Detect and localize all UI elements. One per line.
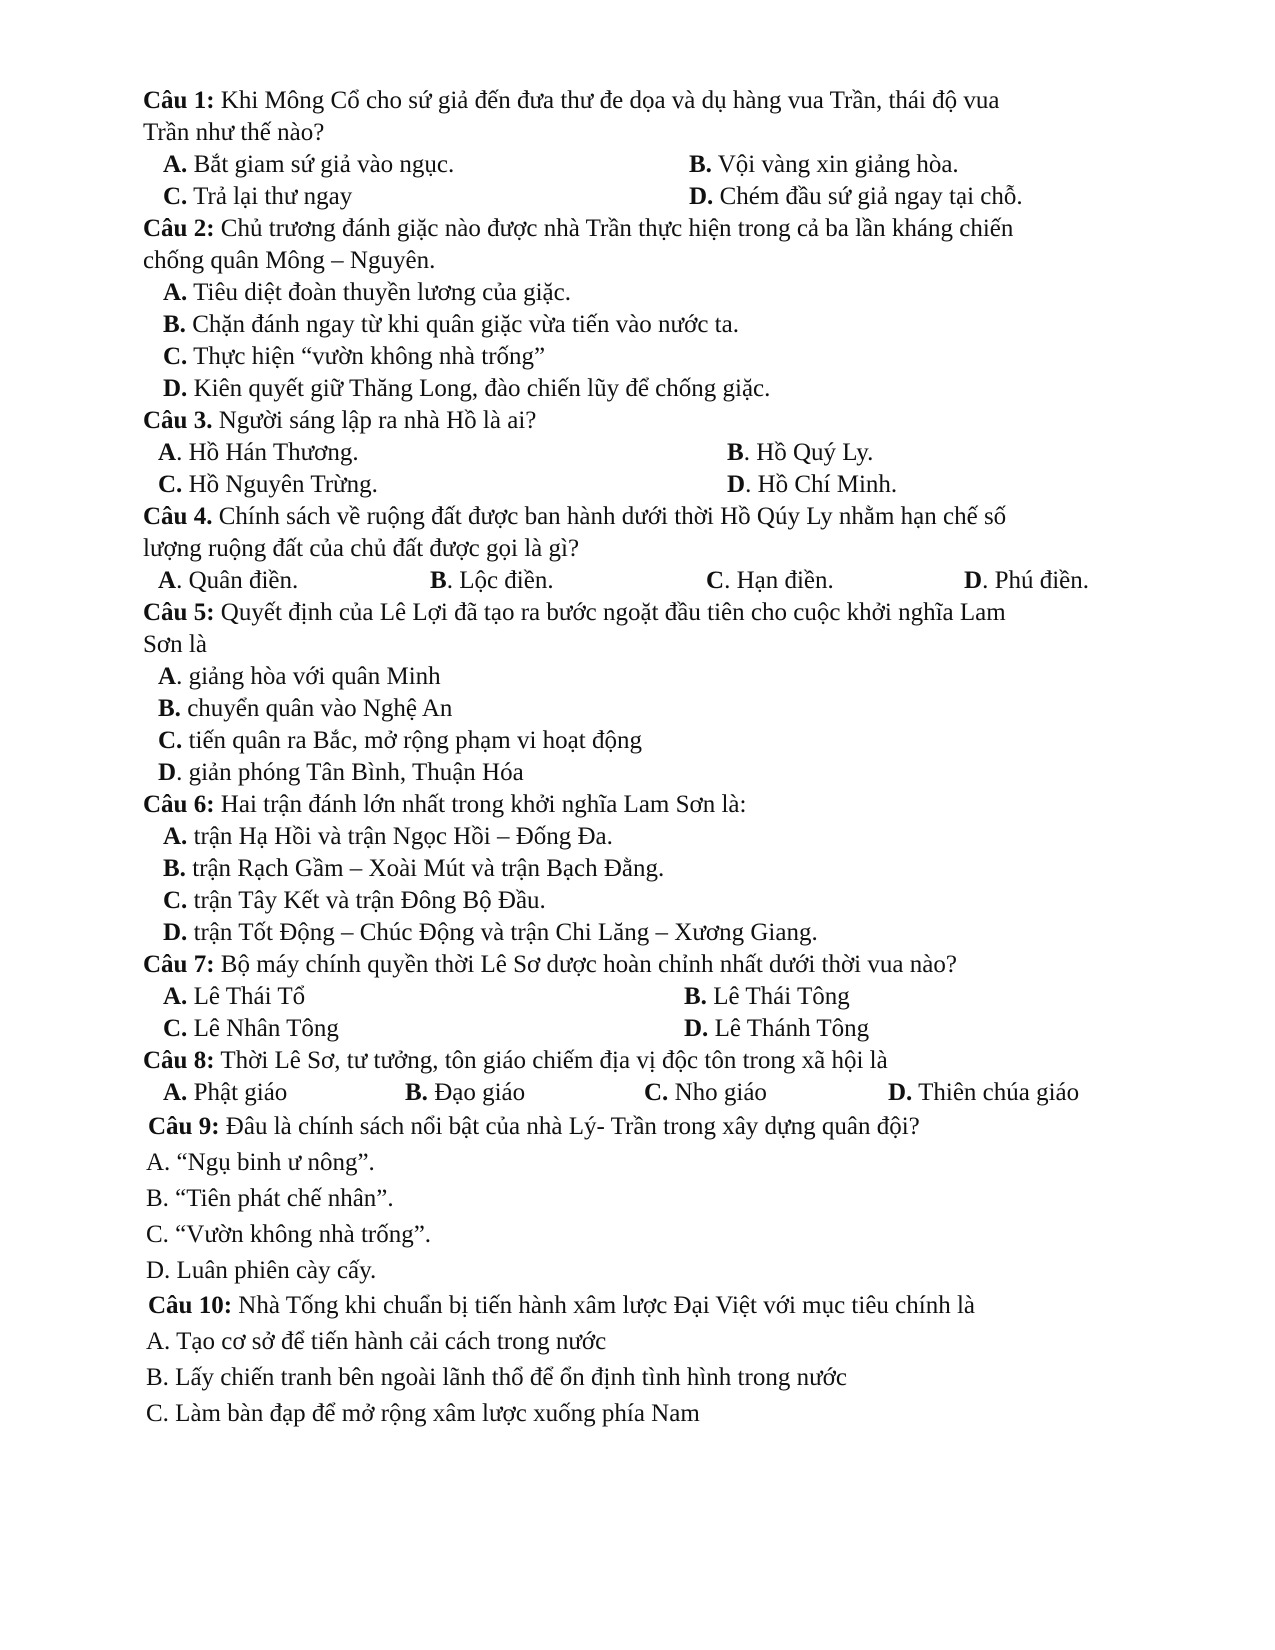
- question-text: Chính sách về ruộng đất được ban hành dưới thời Hồ Qúy Ly nhằm hạn chế số: [212, 503, 1007, 530]
- q9-option-d: D. Luân phiên cày cấy.: [146, 1257, 377, 1284]
- question-text: Thời Lê Sơ, tư tưởng, tôn giáo chiếm địa vị độc tôn trong xã hội là: [214, 1047, 888, 1074]
- question-label: Câu 10:: [148, 1292, 233, 1319]
- q5-option-b: B. chuyển quân vào Nghệ An: [158, 695, 453, 722]
- q4-option-c: C. Hạn điền.: [706, 567, 834, 594]
- q10-option-b: B. Lấy chiến tranh bên ngoài lãnh thổ để ổn định tình hình trong nước: [146, 1364, 847, 1391]
- question-3: [143, 406, 536, 436]
- q7-option-a: A. Lê Thái Tổ: [163, 983, 306, 1010]
- q3-option-c: C. Hồ Nguyên Trừng.: [158, 471, 378, 498]
- question-5-cont: Sơn là: [143, 631, 207, 658]
- q9-option-b: B. “Tiên phát chế nhân”.: [146, 1185, 394, 1212]
- q8-option-b: B. Đạo giáo: [405, 1079, 526, 1106]
- q1-option-d: D. Chém đầu sứ giả ngay tại chỗ.: [689, 183, 1023, 210]
- question-text: Hai trận đánh lớn nhất trong khởi nghĩa Lam Sơn là:: [214, 791, 747, 818]
- question-2-cont: chống quân Mông – Nguyên.: [143, 247, 436, 274]
- q6-option-d: D. trận Tốt Động – Chúc Động và trận Chi Lăng – Xương Giang.: [163, 919, 818, 946]
- q1-option-a: A. Bắt giam sứ giả vào ngục.: [163, 151, 455, 178]
- question-text: Khi Mông Cổ cho sứ giả đến đưa thư đe dọa và dụ hàng vua Trần, thái độ vua: [214, 87, 1000, 114]
- q8-option-a: A. Phật giáo: [163, 1079, 288, 1106]
- q2-option-c: C. Thực hiện “vườn không nhà trống”: [163, 343, 546, 370]
- question-label: Câu 7:: [143, 951, 215, 978]
- q5-option-a: A. giảng hòa với quân Minh: [158, 663, 441, 690]
- question-5: [143, 598, 1006, 628]
- question-text: Chủ trương đánh giặc nào được nhà Trần thực hiện trong cả ba lần kháng chiến: [214, 215, 1014, 242]
- q6-option-a: A. trận Hạ Hồi và trận Ngọc Hồi – Đống Đa.: [163, 823, 613, 850]
- question-text: Quyết định của Lê Lợi đã tạo ra bước ngoặt đầu tiên cho cuộc khởi nghĩa Lam: [214, 599, 1006, 626]
- q9-option-c: C. “Vườn không nhà trống”.: [146, 1221, 432, 1248]
- question-8: [143, 1046, 888, 1076]
- question-label: Câu 6:: [143, 791, 215, 818]
- q5-option-c: C. tiến quân ra Bắc, mở rộng phạm vi hoạt động: [158, 727, 642, 754]
- question-6: [143, 790, 746, 820]
- q7-option-d: D. Lê Thánh Tông: [684, 1015, 870, 1042]
- q4-option-d: D. Phú điền.: [964, 567, 1090, 594]
- question-4-cont: lượng ruộng đất của chủ đất được gọi là gì?: [143, 535, 580, 562]
- question-10: [148, 1291, 975, 1321]
- question-text: Nhà Tống khi chuẩn bị tiến hành xâm lược Đại Việt với mục tiêu chính là: [232, 1292, 976, 1319]
- question-label: Câu 9:: [148, 1113, 220, 1140]
- q4-option-a: A. Quân điền.: [158, 567, 299, 594]
- q3-option-a: A. Hồ Hán Thương.: [158, 439, 359, 466]
- q10-option-a: A. Tạo cơ sở để tiến hành cải cách trong nước: [146, 1328, 607, 1355]
- question-label: Câu 3.: [143, 407, 213, 434]
- question-4: [143, 502, 1006, 532]
- question-9: [148, 1112, 920, 1142]
- question-label: Câu 2:: [143, 215, 215, 242]
- q6-option-c: C. trận Tây Kết và trận Đông Bộ Đầu.: [163, 887, 546, 914]
- q3-option-b: B. Hồ Quý Ly.: [727, 439, 874, 466]
- q7-option-b: B. Lê Thái Tông: [684, 983, 850, 1010]
- question-text: Bộ máy chính quyền thời Lê Sơ dược hoàn chỉnh nhất dưới thời vua nào?: [214, 951, 957, 978]
- question-label: Câu 5:: [143, 599, 215, 626]
- q9-option-a: A. “Ngụ binh ư nông”.: [146, 1149, 375, 1176]
- question-label: Câu 1:: [143, 87, 215, 114]
- q6-option-b: B. trận Rạch Gầm – Xoài Mút và trận Bạch Đằng.: [163, 855, 665, 882]
- q8-option-c: C. Nho giáo: [644, 1079, 767, 1106]
- question-text: Người sáng lập ra nhà Hồ là ai?: [212, 407, 537, 434]
- q7-option-c: C. Lê Nhân Tông: [163, 1015, 339, 1042]
- question-label: Câu 8:: [143, 1047, 215, 1074]
- question-2: [143, 214, 1013, 244]
- q2-option-a: A. Tiêu diệt đoàn thuyền lương của giặc.: [163, 279, 571, 306]
- q3-option-d: D. Hồ Chí Minh.: [727, 471, 898, 498]
- q5-option-d: D. giản phóng Tân Bình, Thuận Hóa: [158, 759, 524, 786]
- q2-option-b: B. Chặn đánh ngay từ khi quân giặc vừa tiến vào nước ta.: [163, 311, 739, 338]
- q4-option-b: B. Lộc điền.: [430, 567, 554, 594]
- question-1-cont: Trần như thế nào?: [143, 119, 325, 146]
- question-text: Đâu là chính sách nổi bật của nhà Lý- Trần trong xây dựng quân đội?: [219, 1113, 920, 1140]
- q2-option-d: D. Kiên quyết giữ Thăng Long, đào chiến lũy để chống giặc.: [163, 375, 771, 402]
- question-1: [143, 86, 1000, 116]
- q10-option-c: C. Làm bàn đạp để mở rộng xâm lược xuống phía Nam: [146, 1400, 700, 1427]
- q1-option-c: C. Trả lại thư ngay: [163, 183, 353, 210]
- question-7: [143, 950, 957, 980]
- q1-option-b: B. Vội vàng xin giảng hòa.: [689, 151, 959, 178]
- q8-option-d: D. Thiên chúa giáo: [888, 1079, 1080, 1106]
- question-label: Câu 4.: [143, 503, 213, 530]
